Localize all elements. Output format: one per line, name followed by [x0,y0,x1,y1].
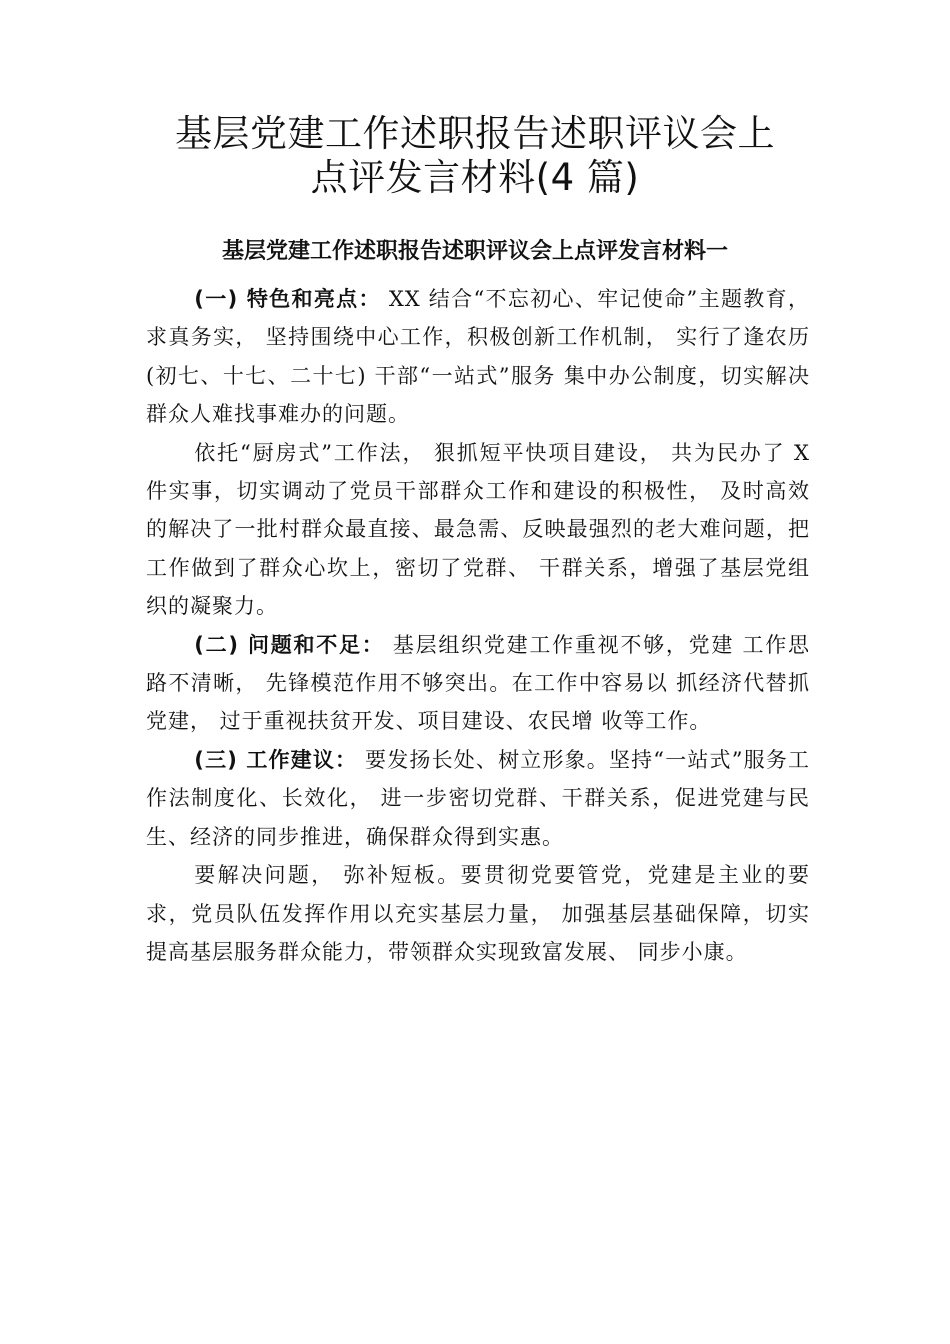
paragraph-label: (三) 工作建议： [194,747,358,772]
document-title-line-2: 点评发言材料(4 篇) [310,156,640,199]
paragraph-kitchen-method [146,434,810,626]
document-title-line-1: 基层党建工作述职报告述职评议会上 [175,112,775,155]
paragraph-text: XX 结合“不忘初心、牢记使命”主题教育，求真务实， 坚持围绕中心工作，积极创新工作机制， 实行了逢农历(初七、十七、二十七) 干部“一站式”服务 集中办公制度，切实解决群众人难找事难办的问题。 [146,287,810,427]
paragraph-text: 要解决问题， 弥补短板。要贯彻党要管党，党建是主业的要求，党员队伍发挥作用以充实基层力量， 加强基层基础保障，切实提高基层服务群众能力，带领群众实现致富发展、 同步小康。 [146,863,810,964]
document-title [150,112,800,200]
document-body [146,280,810,971]
paragraph-text: 依托“厨房式”工作法， 狠抓短平快项目建设， 共为民办了 X 件实事，切实调动了党员干部群众工作和建设的积极性， 及时高效的解决了一批村群众最直接、最急需、反映最强烈的老大难问题，把工作做到了群众心坎上，密切了党群、 干群关系，增强了基层党组织的凝聚力。 [146,440,810,619]
paragraph-text: 基层组织党建工作重视不够，党建 工作思路不清晰， 先锋模范作用不够突出。在工作中容易以 抓经济代替抓党建， 过于重视扶贫开发、项目建设、农民增 收等工作。 [146,632,810,734]
paragraph-solve-problems [146,856,810,971]
paragraph-label: (二) 问题和不足： [194,632,385,657]
paragraph-problems [146,626,810,741]
section-heading: 基层党建工作述职报告述职评议会上点评发言材料一 [221,239,728,264]
paragraph-text: 要发扬长处、树立形象。坚持“一站式”服务工作法制度化、长效化， 进一步密切党群、干群关系，促进党建与民生、经济的同步推进，确保群众得到实惠。 [146,747,810,849]
paragraph-suggestions [146,741,810,856]
paragraph-highlights [146,280,810,434]
paragraph-label: (一) 特色和亮点： [194,287,381,311]
